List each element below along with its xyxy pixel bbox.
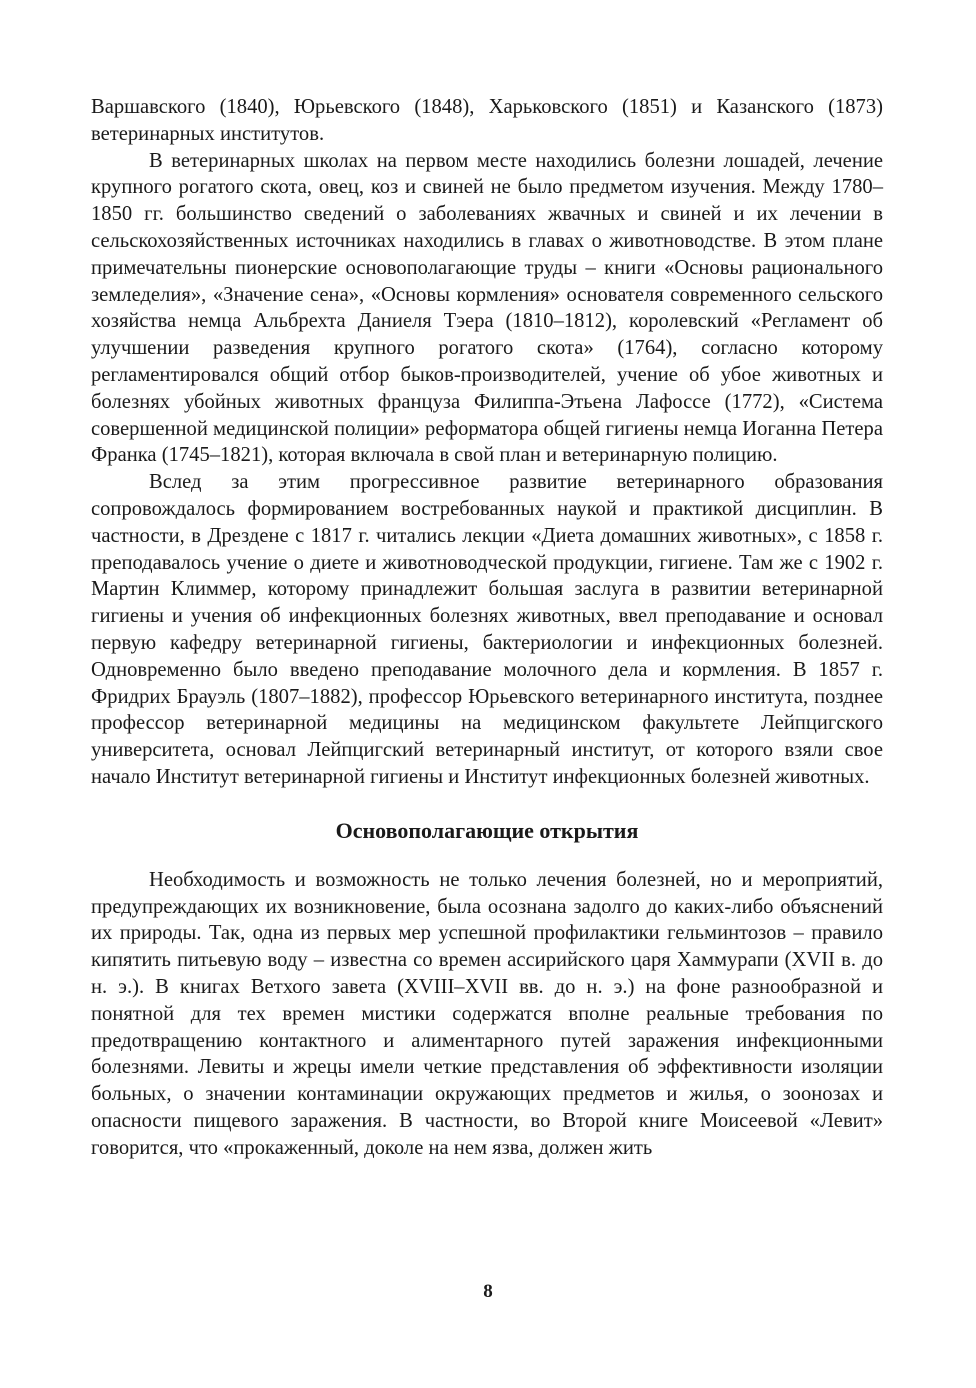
page-body bbox=[91, 94, 883, 1161]
paragraph-prevention: Необходимость и возможность не только лечения болезней, но и мероприятий, предупреждающих их возникновение, была осознана задолго до каких-либо объяснений их природы. Так, одна из первых мер успешной профилактики гельминтозов – правило кипятить питьевую воду – известна со времен ассирийского царя Хаммурапи (XVII в. до н. э.). В книгах Ветхого завета (XVIII–XVII вв. до н. э.) на фоне разнообразной и понятной для тех времен мистики содержатся вполне реальные требования по предотвращению контактного и алиментарного путей заражения инфекционными болезнями. Левиты и жрецы имели четкие представления об эффективности изоляции больных, о значении контаминации окружающих предметов и жилья, о зоонозах и опасности пищевого заражения. В частности, во Второй книге Моисеевой «Левит» говорится, что «прокаженный, доколе на нем язва, должен жить bbox=[91, 868, 883, 1159]
paragraph-education-development: Вслед за этим прогрессивное развитие ветеринарного образования сопровождалось формированием востребованных наукой и практикой дисциплин. В частности, в Дрездене с 1817 г. читались лекции «Диета домашних животных», с 1858 г. преподавалось учение о диете и животноводческой продукции, гигиене. Там же с 1902 г. Мартин Климмер, которому принадлежит большая заслуга в развитии ветеринарной гигиены и учения об инфекционных болезнях животных, ввел преподавание и основал первую кафедру ветеринарной гигиены, бактериологии и инфекционных болезней. Одновременно было введено преподавание молочного дела и кормления. В 1857 г. Фридрих Брауэль (1807–1882), профессор Юрьевского ветеринарного института, позднее профессор ветеринарной медицины на медицинском факультете Лейпцигского университета, основал Лейпцигский ветеринарный институт, от которого взяли свое начало Институт ветеринарной гигиены и Институт инфекционных болезней животных. bbox=[91, 471, 883, 788]
section-heading: Основополагающие открытия bbox=[335, 817, 639, 843]
page-number: 8 bbox=[483, 1281, 493, 1302]
paragraph-veterinary-schools: В ветеринарных школах на первом месте находились болезни лошадей, лечение крупного рогатого скота, овец, коз и свиней не было предметом изучения. Между 1780–1850 гг. большинство сведений о заболеваниях жвачных и свиней и их лечении в сельскохозяйственных источниках находились в главах о животноводстве. В этом плане примечательны пионерские основополагающие труды – книги «Основы рационального земледелия», «Значение сена», «Основы кормления» основателя современного сельского хозяйства немца Альбрехта Даниеля Тэера (1810–1812), королевский «Регламент об улучшении разведения крупного рогатого скота» (1764), согласно которому регламентировался общий отбор быков-производителей, учение об убое животных и болезнях убойных животных француза Филиппа-Этьена Лафоссе (1772), «Система совершенной медицинской полиции» реформатора общей гигиены немца Иоганна Петера Франка (1745–1821), которая включала в свой план и ветеринарную полицию. bbox=[91, 149, 883, 467]
paragraph-continued: Варшавского (1840), Юрьевского (1848), Харьковского (1851) и Казанского (1873) ветеринарных институтов. bbox=[91, 96, 883, 145]
